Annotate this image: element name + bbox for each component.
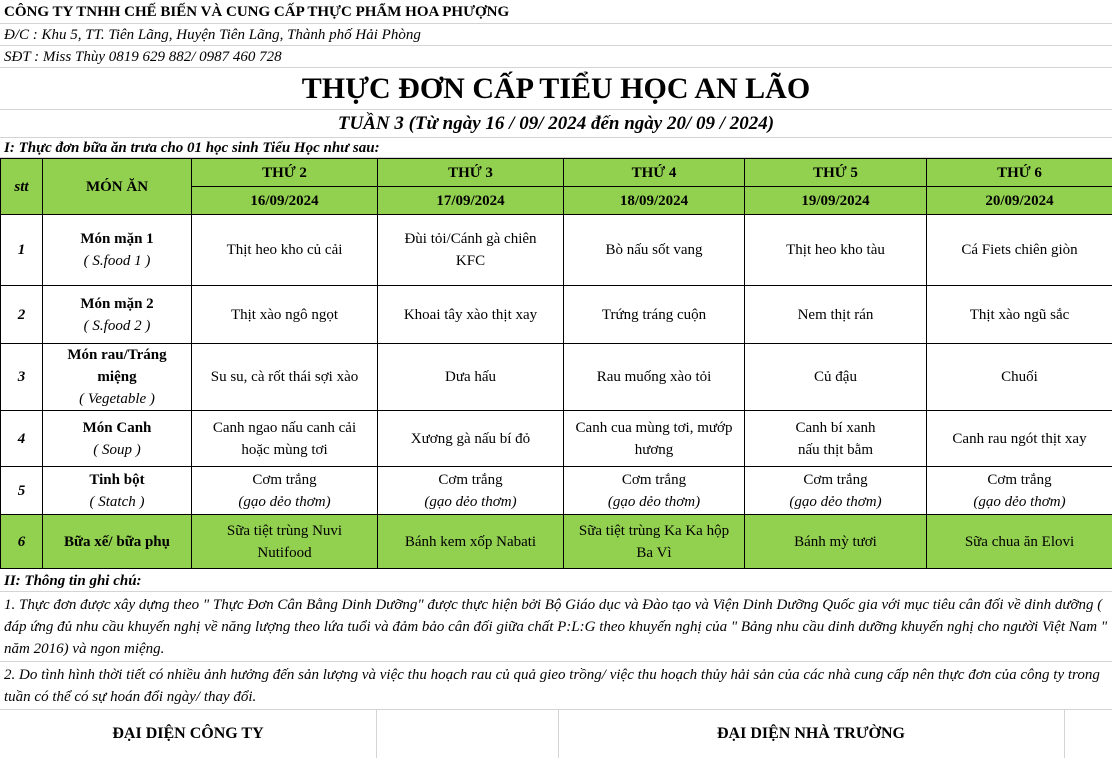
dish-category-sub: ( S.food 2 ) (83, 317, 151, 334)
dish-category (43, 215, 192, 286)
menu-cell (378, 467, 564, 515)
menu-cell (745, 515, 927, 569)
week-range: TUẦN 3 (Từ ngày 16 / 09/ 2024 đến ngày 20/ 09 / 2024) (337, 113, 775, 134)
menu-cell-text: Bánh kem xốp Nabati (404, 533, 537, 550)
menu-cell (927, 515, 1112, 569)
company-representative: ĐẠI DIỆN CÔNG TY (112, 725, 264, 742)
dish-category-name: Bữa xế/ bữa phụ (43, 515, 192, 569)
company-name-row (0, 0, 1112, 24)
table-row (1, 411, 1112, 467)
row-number: 2 (1, 286, 43, 344)
menu-cell-text: Rau muống xào tỏi (596, 369, 712, 385)
menu-cell-text: (gạo dẻo thơm) (607, 493, 701, 510)
table-row (1, 215, 1112, 286)
section2-heading: II: Thông tin ghi chú: (4, 573, 142, 589)
dish-category-sub: ( Statch ) (89, 493, 145, 510)
day-header: THỨ 5 (745, 159, 927, 187)
section1-heading: I: Thực đơn bữa ăn trưa cho 01 học sinh Tiểu Học như sau: (4, 140, 380, 156)
menu-cell-text: Cơm trắng (438, 471, 503, 488)
dish-category-name: Tinh bột (89, 471, 145, 488)
menu-cell (745, 286, 927, 344)
menu-cell-text: Sữa tiệt trùng Nuvi (226, 522, 343, 539)
dish-category (43, 344, 192, 411)
company-phone-row (0, 46, 1112, 68)
menu-cell (927, 411, 1112, 467)
grid-line (376, 710, 377, 758)
date-header: 17/09/2024 (378, 187, 564, 215)
menu-cell (378, 286, 564, 344)
menu-cell (378, 215, 564, 286)
note-1: 1. Thực đơn được xây dựng theo " Thực Đơn Cân Bằng Dinh Dưỡng" được thực hiện bởi Bộ Giáo dục và Đào tạo và Viện Dinh Dưỡng Quốc gia với mục tiêu cân đối về dinh dưỡng ( đáp ứng đủ nhu cầu khuyến nghị về năng lượng theo lứa tuổi và đảm bảo cân đối giữa chất P:L:G theo khuyến nghị của " Bảng nhu cầu dinh dưỡng khuyến nghị cho người Việt Nam " năm 2016) và ngon miệng. (0, 592, 1112, 662)
menu-cell (378, 344, 564, 411)
week-row (0, 110, 1112, 138)
dish-category-name: Món mặn 2 (80, 295, 154, 312)
menu-cell-text: Canh rau ngót thịt xay (952, 430, 1087, 447)
day-header: THỨ 4 (564, 159, 745, 187)
dish-category-name: Món Canh (82, 419, 152, 436)
menu-cell-text: Nutifood (257, 544, 312, 561)
menu-cell-text: Cơm trắng (621, 471, 687, 488)
grid-line (1064, 710, 1065, 758)
menu-cell (564, 515, 745, 569)
dish-category (43, 286, 192, 344)
menu-cell (192, 215, 378, 286)
date-header: 20/09/2024 (927, 187, 1112, 215)
date-header: 19/09/2024 (745, 187, 927, 215)
table-row (1, 344, 1112, 411)
menu-cell-text: Củ đậu (814, 369, 857, 385)
signature-row (0, 710, 1112, 758)
date-header: 18/09/2024 (564, 187, 745, 215)
dish-category-name: Món rau/Tráng (67, 347, 167, 363)
menu-cell (564, 286, 745, 344)
menu-cell-text: hương (634, 441, 674, 458)
day-header: THỨ 2 (192, 159, 378, 187)
menu-cell (564, 467, 745, 515)
row-number: 1 (1, 215, 43, 286)
menu-cell-text: Ba Vì (636, 544, 672, 561)
company-phone: SĐT : Miss Thùy 0819 629 882/ 0987 460 728 (4, 49, 282, 65)
menu-cell-text: Bánh mỳ tươi (794, 533, 877, 550)
menu-cell (564, 411, 745, 467)
menu-cell-text: hoặc mùng tơi (241, 441, 328, 458)
menu-cell (927, 344, 1112, 411)
menu-cell-text: (gạo dẻo thơm) (789, 493, 882, 510)
menu-cell-text: Cơm trắng (987, 471, 1052, 488)
menu-cell (745, 411, 927, 467)
row-number: 3 (1, 344, 43, 411)
menu-cell (927, 215, 1112, 286)
section1-row (0, 138, 1112, 158)
table-row (1, 467, 1112, 515)
menu-cell (745, 215, 927, 286)
company-address-row (0, 24, 1112, 46)
dish-category (43, 467, 192, 515)
menu-cell-text: Sữa chua ăn Elovi (964, 533, 1075, 550)
menu-cell-text: Chuối (1001, 369, 1038, 385)
menu-cell-text: Su su, cà rốt thái sợi xào (210, 369, 359, 385)
menu-cell-text: Bò nấu sốt vang (605, 242, 703, 258)
menu-cell-text: Thịt xào ngũ sắc (969, 306, 1070, 323)
company-name: CÔNG TY TNHH CHẾ BIẾN VÀ CUNG CẤP THỰC PHẨM HOA PHƯỢNG (4, 4, 510, 20)
date-header: 16/09/2024 (192, 187, 378, 215)
menu-cell-text: (gạo dẻo thơm) (238, 493, 331, 510)
row-number: 6 (1, 515, 43, 569)
stt-header: stt (1, 159, 43, 215)
menu-title-row (0, 68, 1112, 110)
menu-cell-text: Đùi tỏi/Cánh gà chiên (404, 231, 537, 247)
menu-cell-text: Thịt heo kho tàu (786, 242, 885, 258)
dish-category-name: Món mặn 1 (80, 231, 154, 247)
dish-header: MÓN ĂN (43, 159, 192, 215)
menu-table (0, 158, 1112, 569)
menu-cell-text: Dưa hấu (444, 369, 497, 385)
menu-cell (927, 286, 1112, 344)
dish-category-sub: ( S.food 1 ) (83, 253, 151, 269)
company-address: Đ/C : Khu 5, TT. Tiên Lãng, Huyện Tiên Lãng, Thành phố Hải Phòng (4, 27, 421, 43)
menu-cell-text: nấu thịt bằm (798, 441, 873, 458)
menu-cell (192, 467, 378, 515)
menu-cell-text: Sữa tiệt trùng Ka Ka hộp (578, 522, 730, 539)
menu-cell-text: Khoai tây xào thịt xay (403, 306, 538, 323)
dish-category-sub: ( Vegetable ) (79, 391, 155, 407)
menu-cell-text: Canh bí xanh (795, 419, 876, 436)
menu-cell (378, 515, 564, 569)
menu-cell-text: Thịt xào ngô ngọt (230, 306, 339, 323)
menu-cell (192, 515, 378, 569)
menu-cell-text: Nem thịt rán (797, 306, 874, 323)
menu-title: THỰC ĐƠN CẤP TIỂU HỌC AN LÃO (301, 72, 811, 105)
table-row (1, 515, 1112, 569)
menu-cell-text: KFC (455, 253, 486, 269)
menu-cell-text: Cơm trắng (252, 471, 317, 488)
day-header: THỨ 6 (927, 159, 1112, 187)
menu-cell-text: Thịt heo kho củ cải (226, 242, 343, 258)
menu-cell-text: Trứng tráng cuộn (601, 306, 707, 323)
menu-cell (745, 344, 927, 411)
note-2: 2. Do tình hình thời tiết có nhiều ảnh hưởng đến sản lượng và việc thu hoạch rau củ quả gieo trồng/ việc thu hoạch thủy hải sản của các nhà cung cấp nên thực đơn của công ty trong tuần có thể có sự hoán đổi ngày/ thay đổi. (0, 662, 1112, 710)
dish-category (43, 411, 192, 467)
menu-cell (192, 286, 378, 344)
menu-cell (564, 344, 745, 411)
menu-cell-text: (gạo dẻo thơm) (973, 493, 1066, 510)
dish-category-sub: ( Soup ) (93, 441, 141, 458)
row-number: 4 (1, 411, 43, 467)
menu-cell-text: (gạo dẻo thơm) (424, 493, 517, 510)
table-row (1, 286, 1112, 344)
school-representative: ĐẠI DIỆN NHÀ TRƯỜNG (716, 725, 905, 742)
section2-row (0, 570, 1112, 592)
menu-cell (192, 411, 378, 467)
menu-cell (192, 344, 378, 411)
menu-cell-text: Cá Fiets chiên giòn (961, 242, 1078, 258)
day-header: THỨ 3 (378, 159, 564, 187)
dish-category-name-line2: miệng (97, 369, 137, 385)
row-number: 5 (1, 467, 43, 515)
menu-cell (745, 467, 927, 515)
menu-cell-text: Canh cua mùng tơi, mướp (575, 419, 733, 436)
menu-cell (927, 467, 1112, 515)
menu-cell-text: Xương gà nấu bí đỏ (410, 430, 531, 447)
menu-cell-text: Cơm trắng (803, 471, 868, 488)
menu-cell (378, 411, 564, 467)
menu-cell-text: Canh ngao nấu canh cải (212, 419, 357, 436)
menu-cell (564, 215, 745, 286)
